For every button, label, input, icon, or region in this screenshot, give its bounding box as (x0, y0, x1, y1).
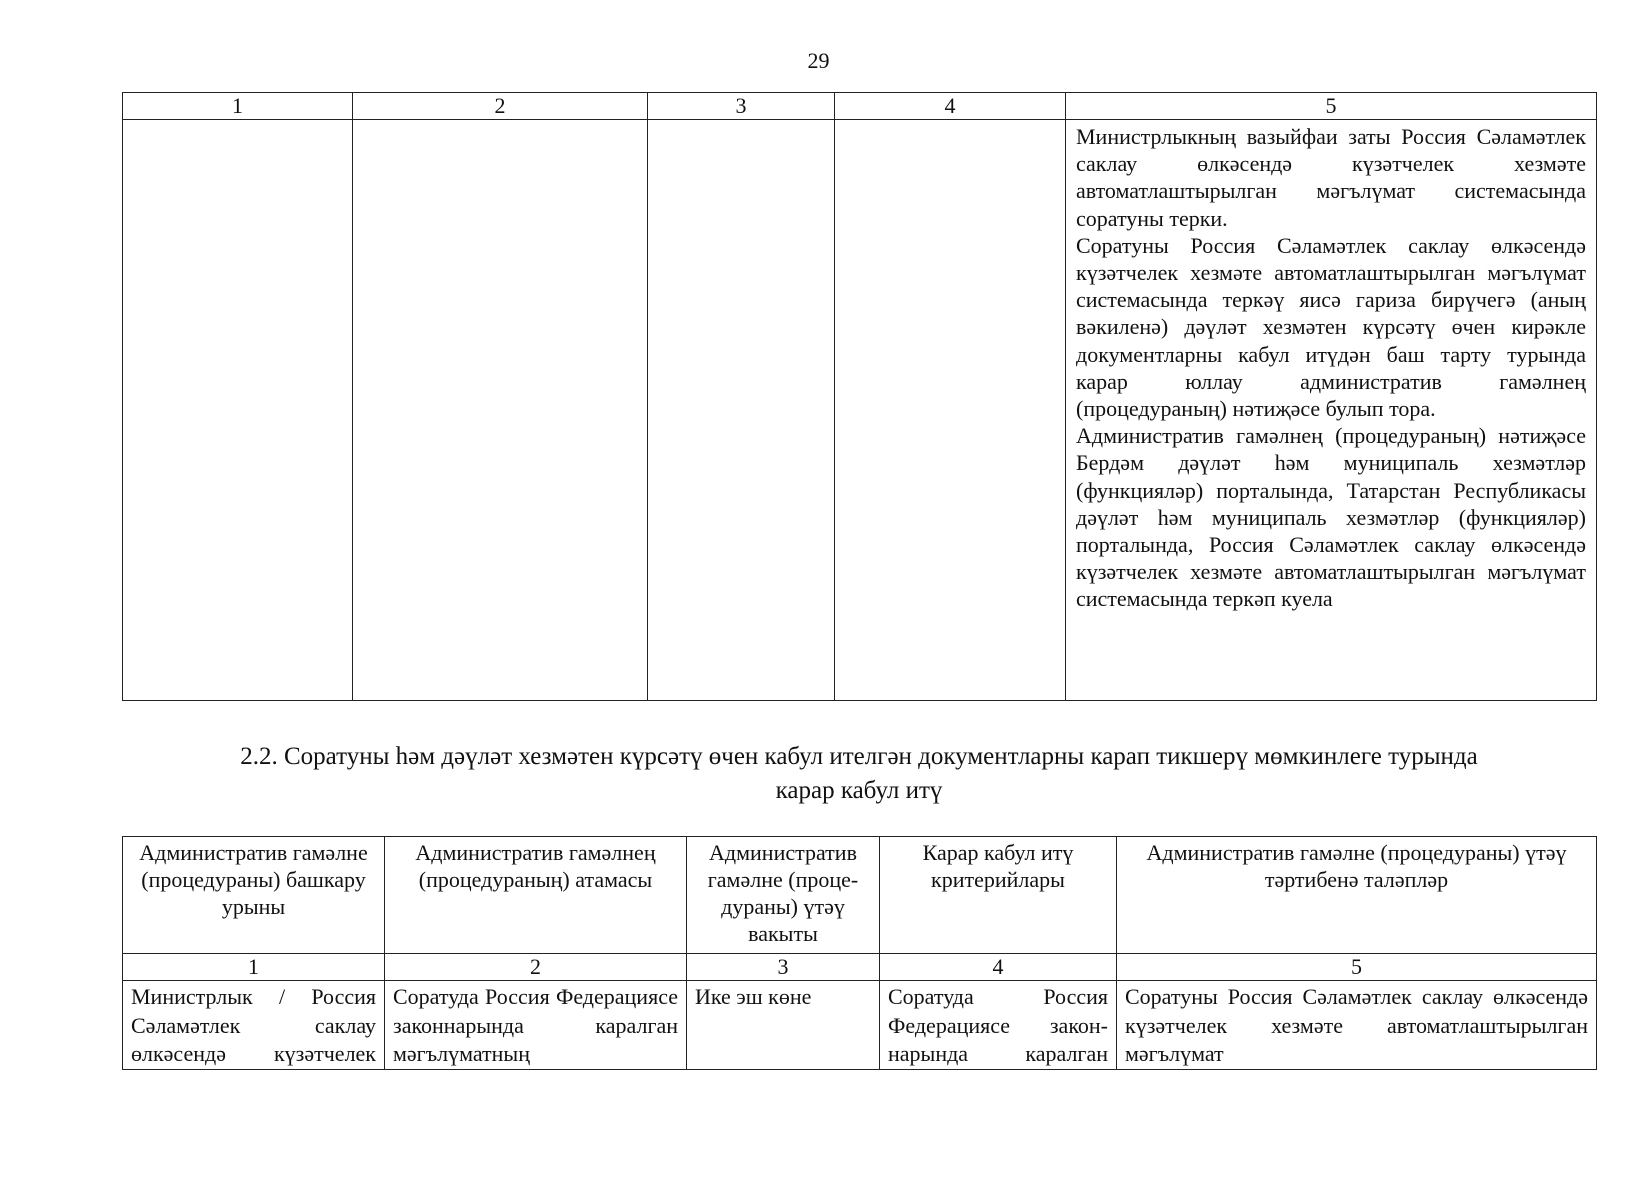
section-title (122, 740, 1596, 808)
column-number: 1 (123, 954, 385, 981)
table-cell: Соратуда Россия Федерациясе законнарында каралган мәгълүматның (385, 981, 687, 1070)
page-number: 29 (807, 48, 830, 73)
paragraph: Министрлыкның вазыйфаи заты Россия Сәламәтлек саклау өлкәсендә күзәтчелек хезмәте автоматлаштырылган мәгълүмат системасында соратуны терки. (1076, 124, 1586, 231)
requirements-cell (1066, 120, 1597, 701)
column-header: Административ гамәлнең (процедураның) атамасы (385, 837, 687, 954)
column-number: 5 (1117, 954, 1597, 981)
empty-cell (648, 120, 835, 701)
section-title-line: 2.2. Соратуны һәм дәүләт хезмәтен күрсәтү өчен кабул ителгән документларны карап тикшерү мөмкинлеге турында (240, 743, 1478, 770)
table-row (123, 981, 1597, 1070)
table-cell: Ике эш көне (687, 981, 880, 1070)
column-number: 3 (687, 954, 880, 981)
decision-procedure-table (122, 836, 1597, 1070)
column-number: 4 (835, 93, 1066, 120)
table-row (123, 120, 1597, 701)
column-header: Административ гамәлне (процедураны) үтәү тәртибенә таләпләр (1117, 837, 1597, 954)
table-cell: Министрлык / Россия Сәламәтлек саклау өлкәсендә күзәтчелек (123, 981, 385, 1070)
paragraph: Соратуны Россия Сәламәтлек саклау өлкәсендә күзәтчелек хезмәте автоматлаштырылган мәгълүмат системасында теркәү яисә гариза бирүчегә (аның вәкиленә) дәүләт хезмәтен күрсәтү өчен кирәкле документларны кабул итүдән баш тарту турында карар юллау административ гамәлнең (процедураның) нәтиҗәсе булып тора. (1076, 232, 1586, 422)
column-header: Административ гамәлне (процедураны) башкару урыны (123, 837, 385, 954)
column-number: 2 (385, 954, 687, 981)
column-number: 5 (1066, 93, 1597, 120)
column-header: Карар кабул итү критерийлары (880, 837, 1117, 954)
column-number-row (123, 954, 1597, 981)
procedure-table-continued (122, 92, 1597, 701)
column-number: 3 (648, 93, 835, 120)
table-cell: Соратуны Россия Сәламәтлек саклау өлкәсендә күзәтчелек хезмәте автоматлаштырылган мәгълүмат (1117, 981, 1597, 1070)
column-number: 1 (123, 93, 353, 120)
column-header: Административ гамәлне (проце-дураны) үтәү вакыты (687, 837, 880, 954)
table-cell: Соратуда Россия Федерациясе закон-нарында каралган (880, 981, 1117, 1070)
column-number: 2 (353, 93, 648, 120)
column-number-row (123, 93, 1597, 120)
empty-cell (835, 120, 1066, 701)
column-number: 4 (880, 954, 1117, 981)
header-row (123, 837, 1597, 954)
paragraph: Административ гамәлнең (процедураның) нәтиҗәсе Бердәм дәүләт һәм муниципаль хезмәтләр (функцияләр) порталында, Татарстан Республикасы дәүләт һәм муниципаль хезмәтләр (функцияләр) порталында, Россия Сәламәтлек саклау өлкәсендә күзәтчелек хезмәте автоматлаштырылган мәгълүмат системасында теркәп куела (1076, 423, 1586, 612)
section-title-line: карар кабул итү (775, 777, 943, 804)
empty-cell (353, 120, 648, 701)
empty-cell (123, 120, 353, 701)
